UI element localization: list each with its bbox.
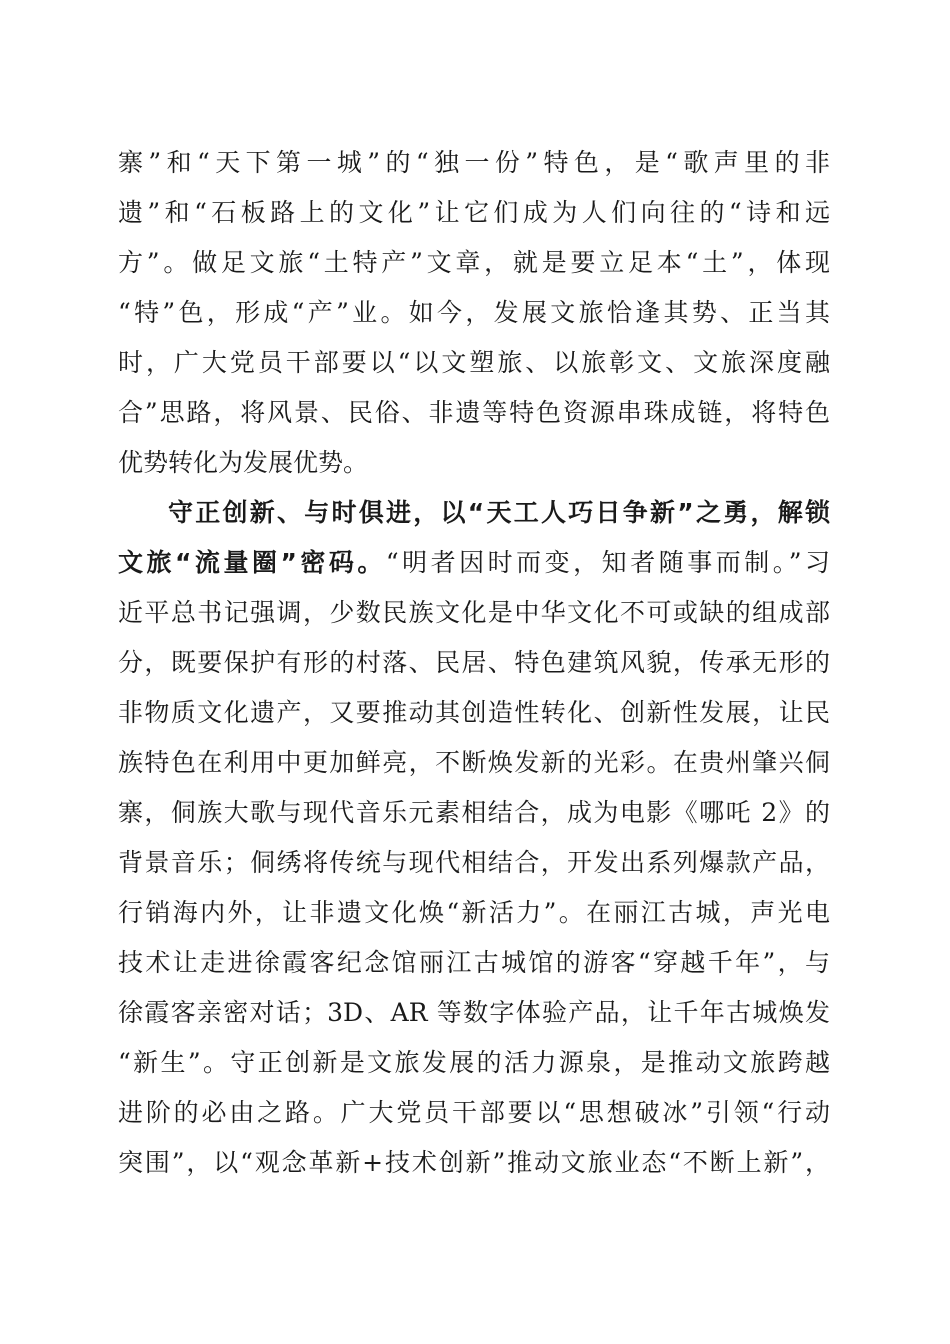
paragraph-line: 时，广大党员干部要以“以文塑旅、以旅彰文、文旅深度融: [118, 348, 830, 377]
section-heading-line: 守正创新、与时俱进，以“天工人巧日争新”之勇，解锁: [168, 498, 830, 527]
paragraph-line: 背景音乐；侗绣将传统与现代相结合，开发出系列爆款产品，: [118, 848, 830, 877]
paragraph-line: “特”色，形成“产”业。如今，发展文旅恰逢其势、正当其: [118, 298, 830, 327]
paragraph-line: 寨，侗族大歌与现代音乐元素相结合，成为电影《哪吒 2》的: [118, 798, 830, 827]
paragraph-line: 近平总书记强调，少数民族文化是中华文化不可或缺的组成部: [118, 598, 830, 627]
section-heading-end: 文旅“流量圈”密码。: [118, 548, 386, 577]
paragraph-line: 非物质文化遗产，又要推动其创造性转化、创新性发展，让民: [118, 698, 830, 727]
paragraph-line: 分，既要保护有形的村落、民居、特色建筑风貌，传承无形的: [118, 648, 830, 677]
paragraph-line: 突围”，以“观念革新+技术创新”推动文旅业态“不断上新”，: [118, 1148, 830, 1177]
heading-continuation-line: [118, 548, 830, 578]
paragraph-line: 族特色在利用中更加鲜亮，不断焕发新的光彩。在贵州肇兴侗: [118, 748, 830, 777]
paragraph-line: 寨”和“天下第一城”的“独一份”特色，是“歌声里的非: [118, 148, 830, 177]
paragraph-line: 徐霞客亲密对话；3D、AR 等数字体验产品，让千年古城焕发: [118, 998, 830, 1027]
paragraph-line: 优势转化为发展优势。: [118, 448, 369, 477]
paragraph-line: “新生”。守正创新是文旅发展的活力源泉，是推动文旅跨越: [118, 1048, 830, 1077]
paragraph-line: 行销海内外，让非遗文化焕“新活力”。在丽江古城，声光电: [118, 898, 830, 927]
quotation-text: “明者因时而变，知者随事而制。”习: [385, 548, 830, 577]
paragraph-line: 技术让走进徐霞客纪念馆丽江古城馆的游客“穿越千年”，与: [118, 948, 830, 977]
paragraph-line: 合”思路，将风景、民俗、非遗等特色资源串珠成链，将特色: [118, 398, 830, 427]
paragraph-line: 遗”和“石板路上的文化”让它们成为人们向往的“诗和远: [118, 198, 830, 227]
paragraph-line: 方”。做足文旅“土特产”文章，就是要立足本“土”，体现: [118, 248, 830, 277]
paragraph-line: 进阶的必由之路。广大党员干部要以“思想破冰”引领“行动: [118, 1098, 830, 1127]
